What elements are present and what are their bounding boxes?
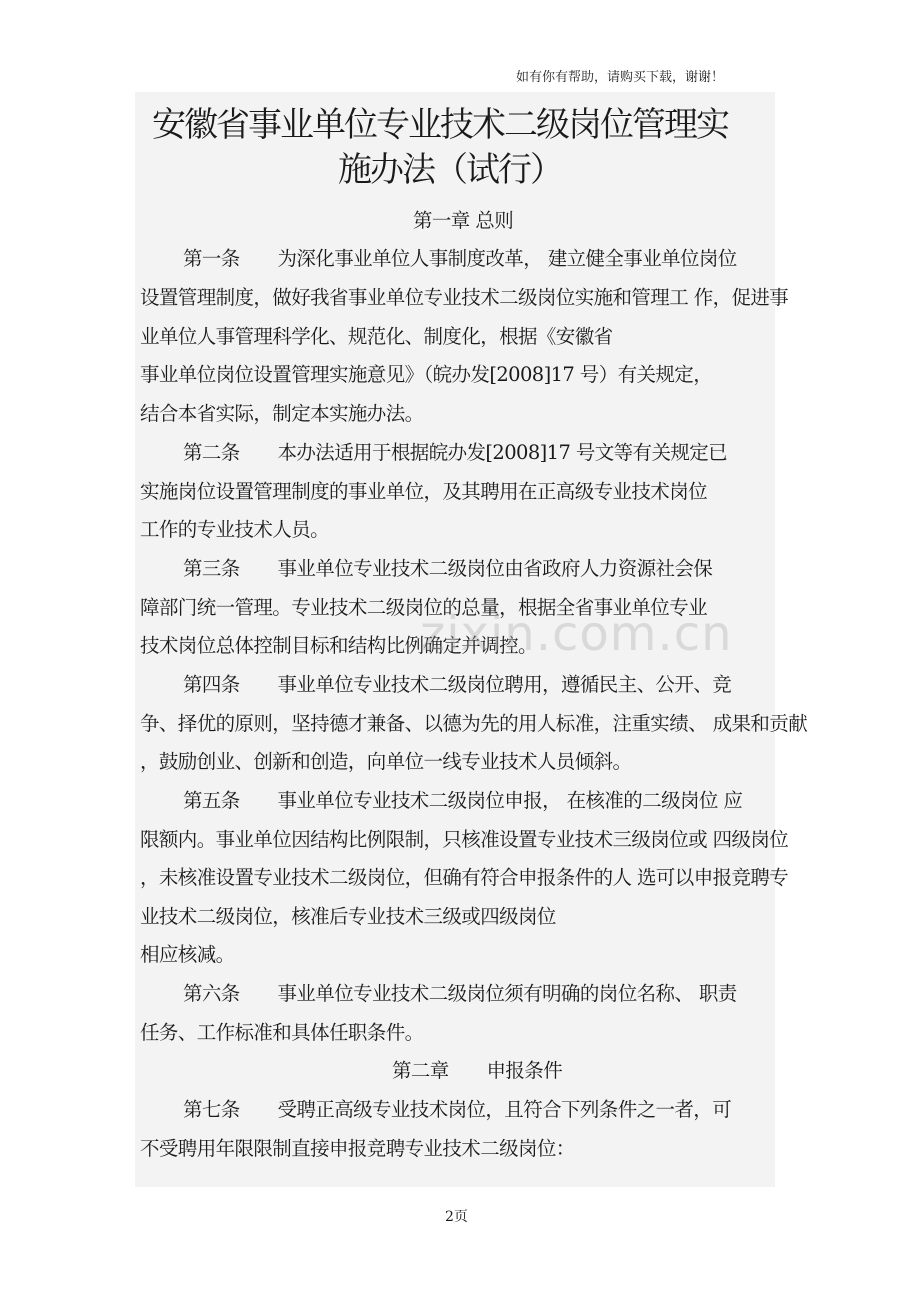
document-title-line-1: 安徽省事业单位专业技术二级岗位管理实 xyxy=(152,105,728,145)
text-line: ，未核准设置专业技术二级岗位，但确有符合申报条件的人 选可以申报竞聘专 xyxy=(140,866,789,889)
text-line: 障部门统一管理。专业技术二级岗位的总量，根据全省事业单位专业 xyxy=(140,596,708,619)
text-line: 限额内。事业单位因结构比例限制，只核准设置专业技术三级岗位或 四级岗位 xyxy=(140,828,789,851)
text-line: 事业单位岗位设置管理实施意见》（皖办发[2008]17 号）有关规定， xyxy=(140,363,713,386)
text-line: 业单位人事管理科学化、规范化、制度化，根据《安徽省 xyxy=(140,325,613,348)
text-line: ，鼓励创业、创新和创造，向单位一线专业技术人员倾斜。 xyxy=(140,750,632,773)
text-line: 相应核减。 xyxy=(140,943,235,966)
header-note: 如有你有帮助，请购买下载，谢谢！ xyxy=(515,70,724,85)
page-number: 2页 xyxy=(445,1209,468,1225)
chapter-1-heading: 第一章 总则 xyxy=(413,209,514,232)
chapter-2-heading: 第二章 申报条件 xyxy=(392,1059,563,1082)
text-line: 第六条 事业单位专业技术二级岗位须有明确的岗位名称、 职责 xyxy=(183,982,737,1005)
watermark: zixin.com.cn xyxy=(420,606,733,662)
text-line: 争、择优的原则，坚持德才兼备、以德为先的用人标准，注重实绩、 成果和贡献 xyxy=(140,712,808,735)
text-line: 第一条 为深化事业单位人事制度改革， 建立健全事业单位岗位 xyxy=(183,247,737,270)
text-line: 设置管理制度，做好我省事业单位专业技术二级岗位实施和管理工 作，促进事 xyxy=(140,286,789,309)
text-line: 第二条 本办法适用于根据皖办发[2008]17 号文等有关规定已 xyxy=(183,441,728,464)
text-line: 不受聘用年限限制直接申报竞聘专业技术二级岗位： xyxy=(140,1137,575,1160)
text-line: 结合本省实际，制定本实施办法。 xyxy=(140,402,424,425)
text-line: 技术岗位总体控制目标和结构比例确定并调控。 xyxy=(140,634,537,657)
text-line: 工作的专业技术人员。 xyxy=(140,518,330,541)
text-line: 第四条 事业单位专业技术二级岗位聘用，遵循民主、公开、竞 xyxy=(183,673,732,696)
text-line: 第七条 受聘正高级专业技术岗位，且符合下列条件之一者，可 xyxy=(183,1098,732,1121)
text-line: 业技术二级岗位，核准后专业技术三级或四级岗位 xyxy=(140,905,556,928)
text-line: 第三条 事业单位专业技术二级岗位由省政府人力资源社会保 xyxy=(183,557,713,580)
text-line: 任务、工作标准和具体任职条件。 xyxy=(140,1021,424,1044)
document-title-line-2: 施办法（试行） xyxy=(338,150,562,190)
text-line: 实施岗位设置管理制度的事业单位，及其聘用在正高级专业技术岗位 xyxy=(140,480,708,503)
text-line: 第五条 事业单位专业技术二级岗位申报， 在核准的二级岗位 应 xyxy=(183,789,743,812)
